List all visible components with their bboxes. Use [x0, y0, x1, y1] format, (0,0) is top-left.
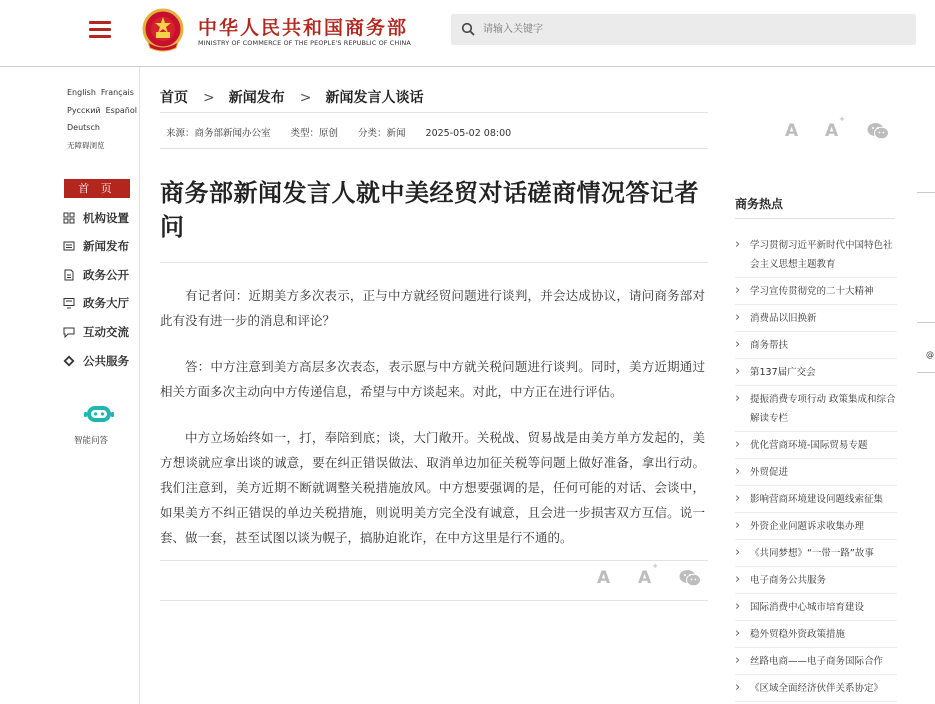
hot-topic-item[interactable]: › 提振消费专项行动 政策集成和综合解读专栏: [735, 390, 897, 432]
divider: [160, 600, 708, 601]
document-icon: [63, 269, 75, 281]
breadcrumb-spokesperson[interactable]: 新闻发言人谈话: [325, 90, 424, 106]
search-icon[interactable]: [461, 22, 475, 36]
site-name[interactable]: 中华人民共和国商务部: [198, 17, 409, 39]
chat-icon: [63, 326, 75, 338]
wechat-share-icon[interactable]: [679, 569, 701, 587]
nav-item-label: 政务公开: [83, 268, 129, 282]
site-header: [0, 0, 935, 67]
nav-item-label: 互动交流: [83, 325, 129, 339]
hot-topic-item[interactable]: › 电子商务公共服务: [735, 571, 897, 594]
font-increase-label: A: [825, 121, 839, 141]
nav-item-label: 公共服务: [83, 354, 129, 368]
meta-source: 来源：商务部新闻办公室: [166, 128, 271, 139]
meta-category: 分类：新闻: [358, 128, 406, 139]
divider: [160, 560, 708, 561]
article-title: 商务部新闻发言人就中美经贸对话磋商情况答记者问: [160, 179, 699, 241]
chevron-right-icon: >: [299, 90, 312, 106]
nav-item-interaction[interactable]: [63, 322, 143, 342]
divider: [160, 112, 708, 113]
news-icon: [63, 240, 75, 252]
hot-topic-item[interactable]: › 学习贯彻习近平新时代中国特色社会主义思想主题教育: [735, 236, 897, 278]
nav-item-label: 机构设置: [83, 211, 129, 225]
wechat-share-icon[interactable]: [867, 122, 889, 140]
hot-topic-item[interactable]: › 商务帮扶: [735, 336, 897, 359]
nav-item-government-affairs[interactable]: [63, 265, 143, 285]
lang-russian[interactable]: Русский: [67, 105, 101, 115]
breadcrumb-home[interactable]: 首页: [160, 90, 188, 106]
floating-tool-icon[interactable]: @: [926, 350, 934, 359]
hot-topic-item[interactable]: › 优化营商环境-国际贸易专题: [735, 436, 897, 459]
nav-item-label: 新闻发布: [83, 239, 129, 253]
article-meta: [166, 125, 531, 139]
language-links: [67, 84, 142, 154]
divider: [917, 322, 935, 323]
divider: [917, 192, 935, 193]
left-sidebar: [55, 67, 140, 704]
breadcrumb-news[interactable]: 新闻发布: [228, 90, 285, 106]
font-decrease-label: A: [597, 568, 611, 588]
font-increase-sup: +: [839, 115, 846, 124]
meta-type: 类型：原创: [290, 128, 339, 139]
article-paragraph: 中方立场始终如一，打，奉陪到底；谈，大门敞开。关税战、贸易战是由美方单方发起的，美方想谈就应拿出谈的诚意，要在纠正错误做法、取消单边加征关税等问题上做好准备，拿出行动。我们注意到，美方近期不断就调整关税措施放风。中方想要强调的是，任何可能的对话、会谈中，如果美方不纠正错误的单边关税措施，则说明美方完全没有诚意，且会进一步损害双方互信。说一套、做一套，甚至试图以谈为幌子，搞胁迫讹诈，在中方这里是行不通的。: [160, 430, 705, 545]
search-input[interactable]: [483, 14, 903, 45]
national-emblem-icon: [142, 8, 184, 52]
hot-topic-item[interactable]: › 学习宣传贯彻党的二十大精神: [735, 282, 897, 305]
divider: [160, 148, 708, 149]
article-paragraph: 有记者问：近期美方多次表示，正与中方就经贸问题进行谈判，并会达成协议，请问商务部对此有没有进一步的消息和评论？: [160, 288, 705, 328]
site-name-english: MINISTRY OF COMMERCE OF THE PEOPLE'S REPUBLIC OF CHINA: [198, 39, 411, 47]
font-decrease-label: A: [785, 121, 799, 141]
hot-topic-item[interactable]: › 消费品以旧换新: [735, 309, 897, 332]
hot-topic-item[interactable]: › 《区域全面经济伙伴关系协定》: [735, 679, 897, 702]
divider: [735, 218, 895, 219]
search-box[interactable]: [451, 14, 916, 45]
lang-english[interactable]: English: [67, 88, 96, 97]
menu-icon[interactable]: [89, 21, 111, 39]
lang-spanish[interactable]: Español: [105, 105, 137, 115]
nav-item-news[interactable]: [63, 236, 143, 256]
font-increase-label: A: [638, 568, 652, 588]
nav-home[interactable]: 首 页: [64, 179, 130, 198]
lang-french[interactable]: Français: [100, 88, 134, 97]
chevron-right-icon: >: [203, 90, 215, 106]
hot-topic-item[interactable]: › 第137届广交会: [735, 363, 897, 386]
grid-icon: [63, 212, 75, 224]
nav-item-service-hall[interactable]: [63, 293, 143, 313]
lang-german[interactable]: Deutsch: [67, 123, 100, 132]
hot-topic-item[interactable]: › 丝路电商——电子商务国际合作: [735, 652, 897, 675]
nav-item-public-service[interactable]: [63, 351, 143, 371]
divider: [160, 262, 708, 263]
article-paragraph: 答：中方注意到美方高层多次表态，表示愿与中方就关税问题进行谈判。同时，美方近期通过相关方面多次主动向中方传递信息，希望与中方谈起来。对此，中方正在进行评估。: [160, 359, 705, 399]
breadcrumb: [160, 87, 423, 107]
font-decrease-button[interactable]: [785, 121, 798, 141]
hot-topic-item[interactable]: › 国际消费中心城市培育建设: [735, 598, 897, 621]
font-increase-button[interactable]: [825, 115, 846, 141]
assistant-label[interactable]: 智能问答: [74, 436, 109, 446]
hot-topics-list: [735, 236, 897, 704]
nav-item-label: 政务大厅: [83, 296, 129, 310]
hot-topic-item[interactable]: › 外资企业问题诉求收集办理: [735, 517, 897, 540]
font-decrease-button-bottom[interactable]: [597, 568, 610, 588]
monitor-icon: [63, 297, 75, 309]
font-increase-button-bottom[interactable]: [638, 562, 659, 588]
hot-topic-item[interactable]: › 外贸促进: [735, 463, 897, 486]
nav-item-organization[interactable]: [63, 208, 143, 228]
accessibility-link[interactable]: 无障碍浏览: [67, 140, 105, 150]
divider: [917, 372, 935, 373]
article-body: [160, 283, 705, 571]
assistant-robot-icon[interactable]: [84, 403, 114, 425]
meta-date: 2025-05-02 08:00: [425, 128, 512, 139]
hot-topic-item[interactable]: › 《共同梦想》“一带一路”故事: [735, 544, 897, 567]
hot-topics-title: 商务热点: [735, 197, 784, 211]
font-increase-sup: +: [652, 562, 659, 571]
hot-topic-item[interactable]: › 稳外贸稳外资政策措施: [735, 625, 897, 648]
hot-topic-item[interactable]: › 影响营商环境建设问题线索征集: [735, 490, 897, 513]
service-icon: [63, 355, 75, 367]
